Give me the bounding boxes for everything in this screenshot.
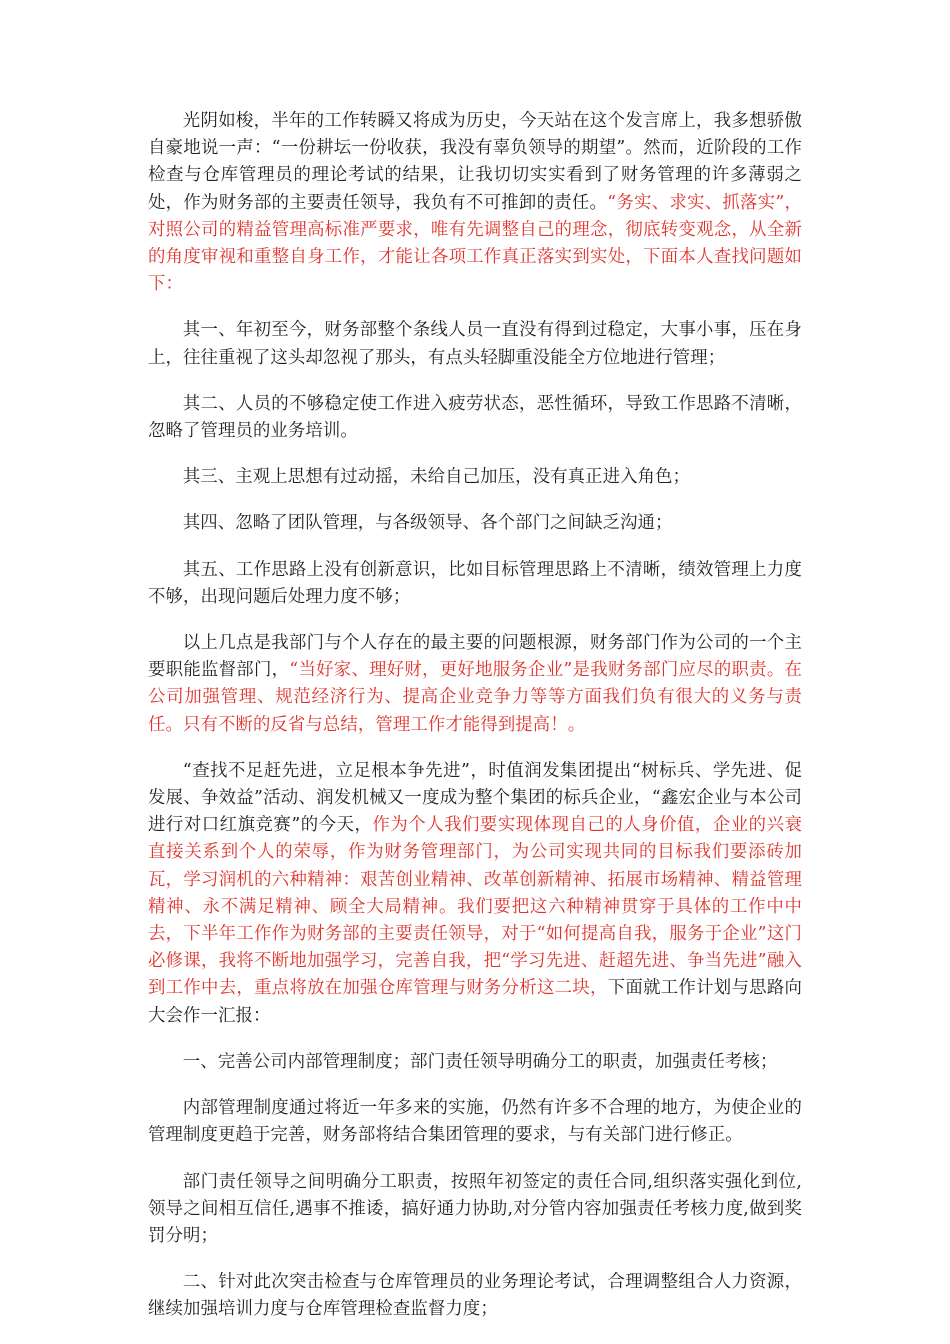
paragraph [148, 630, 802, 739]
paragraph [148, 464, 802, 491]
text-run: 二、针对此次突击检查与仓库管理员的业务理论考试，合理调整组合人力资源，继续加强培训力度与仓库管理检查监督力度； [148, 1272, 802, 1320]
document-body [148, 108, 802, 1324]
text-run: 其五、工作思路上没有创新意识，比如目标管理思路上不清晰，绩效管理上力度不够，出现问题后处理力度不够； [148, 559, 802, 607]
text-run: 光阴如梭，半年的工作转瞬又将成为历史，今天站在这个发言席上，我多想骄傲自豪地说一声：“一份耕坛一份收获，我没有辜负领导的期望”。然而，近阶段的工作检查与仓库管理员的理论考试的结果，让我切切实实看到了财务管理的许多薄弱之处，作为财务部的主要责任领导，我负有不可推卸的责任。 [148, 111, 802, 213]
text-run: 其三、主观上思想有过动摇，未给自己加压，没有真正进入角色； [182, 467, 691, 488]
text-run: 其一、年初至今，财务部整个条线人员一直没有得到过稳定，大事小事，压在身上，往往重视了这头却忽视了那头，有点头轻脚重没能全方位地进行管理； [148, 320, 802, 368]
paragraph [148, 758, 802, 1030]
paragraph [148, 391, 802, 445]
paragraph [148, 1095, 802, 1149]
paragraph [148, 108, 802, 298]
text-run: 部门责任领导之间明确分工职责，按照年初签定的责任合同,组织落实强化到位,领导之间相互信任,遇事不推诿，搞好通力协助,对分管内容加强责任考核力度,做到奖罚分明； [148, 1171, 802, 1246]
paragraph [148, 510, 802, 537]
paragraph [148, 1269, 802, 1323]
text-run: 其四、忽略了团队管理，与各级领导、各个部门之间缺乏沟通； [182, 513, 673, 534]
text-run: 其二、人员的不够稳定使工作进入疲劳状态，恶性循环，导致工作思路不清晰，忽略了管理员的业务培训。 [148, 393, 802, 442]
highlighted-text-run: “当好家、理好财，更好地服务企业”是我财务部门应尽的职责。在公司加强管理、规范经济行为、提高企业竞争力等等方面我们负有很大的义务与责任。只有不断的反省与总结，管理工作才能得到提高！。 [148, 660, 802, 735]
paragraph [148, 1049, 802, 1076]
highlighted-text-run: 作为个人我们要实现体现自己的人身价值，企业的兴衰直接关系到个人的荣辱，作为财务管理部门，为公司实现共同的目标我们要添砖加瓦，学习润机的六种精神：艰苦创业精神、改革创新精神、拓展市场精神、精益管理精神、永不满足精神、顾全大局精神。我们要把这六种精神贯穿于具体的工作中中去，下半年工作作为财务部的主要责任领导，对于“如何提高自我，服务于企业”这门必修课，我将不断地加强学习，完善自我，把“学习先进、赶超先进、争当先进”融入到工作中去，重点将放在加强仓库管理与财务分析这二块， [148, 815, 802, 999]
text-run: 下面就工作计划与思路向大会作一汇报： [148, 978, 802, 1026]
highlighted-text-run: “务实、求实、抓落实”，对照公司的精益管理高标准严要求，唯有先调整自己的理念，彻底转变观念，从全新的角度审视和重整自身工作，才能让各项工作真正落实到实处，下面本人查找问题如下： [148, 192, 802, 295]
text-run: 内部管理制度通过将近一年多来的实施，仍然有许多不合理的地方，为使企业的管理制度更趋于完善，财务部将结合集团管理的要求，与有关部门进行修正。 [148, 1098, 802, 1146]
text-run: “查找不足赶先进，立足根本争先进”，时值润发集团提出“树标兵、学先进、促发展、争效益”活动、润发机械又一度成为整个集团的标兵企业，“鑫宏企业与本公司进行对口红旗竞赛”的今天， [148, 760, 802, 836]
text-run: 一、完善公司内部管理制度；部门责任领导明确分工的职责，加强责任考核； [182, 1051, 778, 1072]
text-run: 以上几点是我部门与个人存在的最主要的问题根源，财务部门作为公司的一个主要职能监督部门， [148, 633, 802, 681]
paragraph [148, 557, 802, 611]
paragraph [148, 1169, 802, 1251]
paragraph [148, 317, 802, 371]
